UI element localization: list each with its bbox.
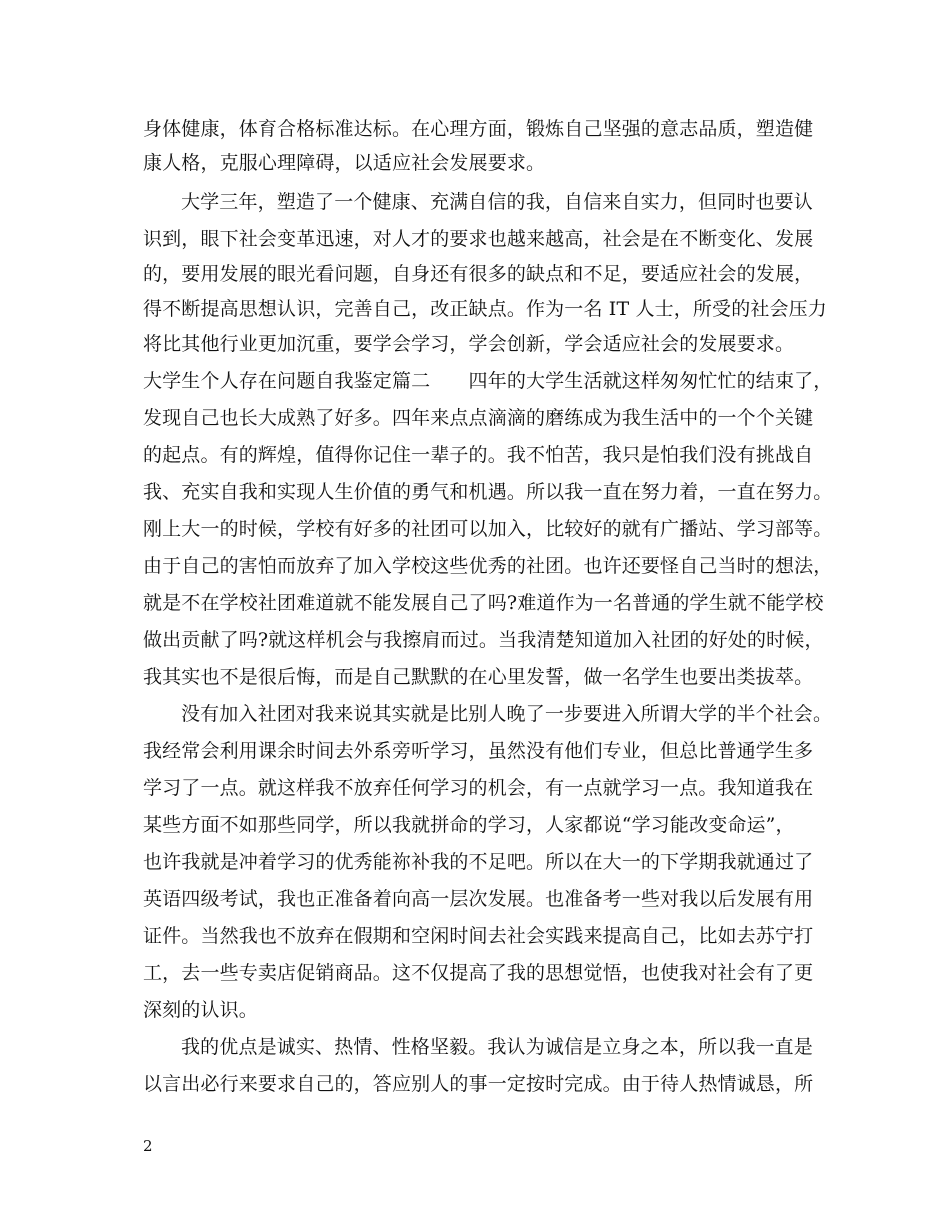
- text-line: 康人格，克服心理障碍，以适应社会发展要求。: [143, 152, 546, 174]
- text-line: 我其实也不是很后悔，而是自己默默的在心里发誓，做一名学生也要出类拔萃。: [143, 666, 814, 688]
- text-line: 的起点。有的辉煌，值得你记住一辈子的。我不怕苦，我只是怕我们没有挑战自: [143, 444, 814, 466]
- page-number: 2: [143, 1137, 153, 1155]
- text-line: 的，要用发展的眼光看问题，自身还有很多的缺点和不足，要适应社会的发展，: [143, 263, 814, 285]
- text-line: 证件。当然我也不放弃在假期和空闲时间去社会实践来提高自己，比如去苏宁打: [143, 925, 814, 947]
- text-line: 以言出必行来要求自己的，答应别人的事一定按时完成。由于待人热情诚恳，所: [143, 1073, 814, 1095]
- text-line: 我经常会利用课余时间去外系旁听学习，虽然没有他们专业，但总比普通学生多: [143, 740, 814, 762]
- text-line: 学习了一点。就这样我不放弃任何学习的机会，有一点就学习一点。我知道我在: [143, 777, 814, 799]
- text-line: 识到，眼下社会变革迅速，对人才的要求也越来越高，社会是在不断变化、发展: [143, 228, 814, 250]
- text-line: 由于自己的害怕而放弃了加入学校这些优秀的社团。也许还要怪自己当时的想法，: [143, 555, 833, 577]
- text-line: 也许我就是冲着学习的优秀能祢补我的不足吧。所以在大一的下学期我就通过了: [143, 851, 814, 873]
- text-line: 某些方面不如那些同学，所以我就拼命的学习，人家都说“学习能改变命运”，: [143, 814, 795, 836]
- text-line: 做出贡献了吗?就这样机会与我擦肩而过。当我清楚知道加入社团的好处的时候，: [143, 629, 824, 651]
- text-line: 得不断提高思想认识，完善自己，改正缺点。作为一名 IT 人士，所受的社会压力: [143, 298, 827, 320]
- text-line: 英语四级考试，我也正准备着向高一层次发展。也准备考一些对我以后发展有用: [143, 888, 814, 910]
- text-line: 深刻的认识。: [143, 999, 258, 1021]
- text-line: 身体健康，体育合格标准达标。在心理方面，锻炼自己坚强的意志品质，塑造健: [143, 118, 814, 140]
- text-line: 大学生个人存在问题自我鉴定篇二 四年的大学生活就这样匆匆忙忙的结束了，: [143, 370, 833, 392]
- text-line: 我、充实自我和实现人生价值的勇气和机遇。所以我一直在努力着，一直在努力。: [143, 481, 833, 503]
- text-line: 没有加入社团对我来说其实就是比别人晚了一步要进入所谓大学的半个社会。: [181, 703, 833, 725]
- text-line: 工，去一些专卖店促销商品。这不仅提高了我的思想觉悟，也使我对社会有了更: [143, 962, 814, 984]
- text-line: 就是不在学校社团难道就不能发展自己了吗?难道作为一名普通的学生就不能学校: [143, 592, 824, 614]
- text-line: 我的优点是诚实、热情、性格坚毅。我认为诚信是立身之本，所以我一直是: [181, 1036, 813, 1058]
- text-line: 将比其他行业更加沉重，要学会学习，学会创新，学会适应社会的发展要求。: [143, 333, 795, 355]
- text-line: 发现自己也长大成熟了好多。四年来点点滴滴的磨练成为我生活中的一个个关键: [143, 407, 814, 429]
- text-line: 刚上大一的时候，学校有好多的社团可以加入，比较好的就有广播站、学习部等。: [143, 518, 833, 540]
- text-line: 大学三年，塑造了一个健康、充满自信的我，自信来自实力，但同时也要认: [181, 191, 813, 213]
